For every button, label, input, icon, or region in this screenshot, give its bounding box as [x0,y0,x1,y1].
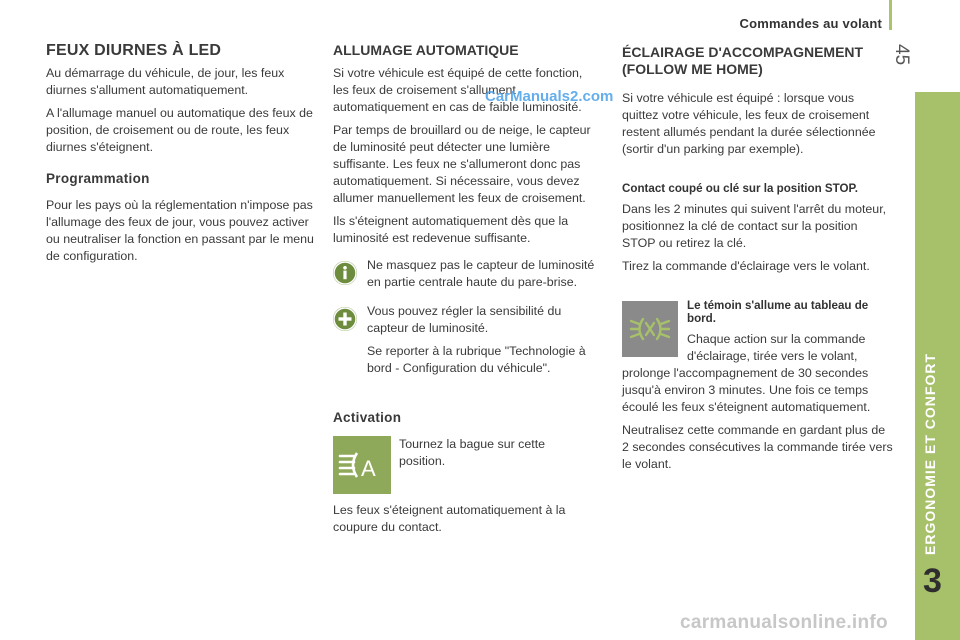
auto-headlamp-icon [333,436,391,494]
info-icon [333,261,357,285]
section-title-follow-me-home: ÉCLAIRAGE D'ACCOMPAGNEMENT (FOLLOW ME HOME) [622,44,864,77]
section-title-feux-diurnes: FEUX DIURNES À LED [46,42,222,59]
watermark-carmanuals2: CarManuals2.com [485,88,614,105]
chapter-number: 3 [923,562,942,600]
paragraph: Neutralisez cette commande en gardant plus de 2 secondes consécutives la commande tirée vers le volant. [622,423,893,471]
paragraph: Tirez la commande d'éclairage vers le volant. [622,259,870,273]
info-note [333,257,598,297]
subsection-title-contact-coupe: Contact coupé ou clé sur la position STOP. [622,182,858,195]
paragraph: Dans les 2 minutes qui suivent l'arrêt du moteur, positionnez la clé de contact sur la position STOP ou retirez la clé. [622,202,887,250]
running-header: Commandes au volant [739,16,882,31]
column-allumage-automatique [333,42,598,542]
activation-block [333,436,598,494]
note-text: Se reporter à la rubrique "Technologie à bord - Configuration du véhicule". [367,344,586,375]
page-number: 45 [891,44,912,66]
column-eclairage-accompagnement [622,44,894,479]
tip-note [333,303,598,383]
column-feux-diurnes [46,42,318,271]
paragraph: Chaque action sur la commande d'éclairage, tirée vers le volant, prolonge l'accompagnement de 30 secondes jusqu'à environ 3 minutes. Une fois ce temps écoulé les feux s'éteignent automatiquement. [622,332,871,414]
paragraph: Tournez la bague sur cette position. [399,437,546,468]
paragraph: Pour les pays où la réglementation n'impose pas l'allumage des feux de jour, vous pouvez activer ou neutraliser la fonction en passant par le menu de configuration. [46,198,314,263]
svg-text:A: A [361,456,376,481]
paragraph: A l'allumage manuel ou automatique des feux de position, de croisement ou de route, les feux diurnes s'éteignent. [46,106,313,154]
note-text: Vous pouvez régler la sensibilité du capteur de luminosité. [367,304,562,335]
header-accent-bar [889,0,892,30]
chapter-label [922,355,952,555]
section-title-allumage-automatique: ALLUMAGE AUTOMATIQUE [333,42,519,58]
paragraph: Par temps de brouillard ou de neige, le capteur de luminosité peut détecter une lumière suffisante. Les feux ne s'allumeront donc pas automatiquement. Si nécessaire, vous devez allumer manuellement les feux de croisement. [333,123,591,205]
temoin-title: Le témoin s'allume au tableau de bord. [687,299,869,325]
subsection-title-programmation: Programmation [46,171,150,186]
paragraph: Si votre véhicule est équipé : lorsque vous quittez votre véhicule, les feux de croisement restent allumés pendant la durée sélectionnée (sortir d'un parking par exemple). [622,91,876,156]
paragraph: Les feux s'éteignent automatiquement à la coupure du contact. [333,503,566,534]
temoin-block [622,299,894,473]
note-text: Ne masquez pas le capteur de luminosité en partie centrale haute du pare-brise. [367,258,595,289]
watermark-carmanualsonline: carmanualsonline.info [680,612,888,633]
plus-icon [333,307,357,331]
paragraph: Ils s'éteignent automatiquement dès que la luminosité est redevenue suffisante. [333,214,569,245]
paragraph: Au démarrage du véhicule, de jour, les feux diurnes s'allument automatiquement. [46,66,285,97]
subsection-title-activation: Activation [333,410,402,425]
paragraph: Si votre véhicule est équipé de cette fonction, les feux de croisement s'allument automatiquement en cas de faible luminosité. [333,66,583,114]
chapter-label-text: ERGONOMIE ET CONFORT [922,353,938,555]
follow-me-home-icon [622,301,678,357]
